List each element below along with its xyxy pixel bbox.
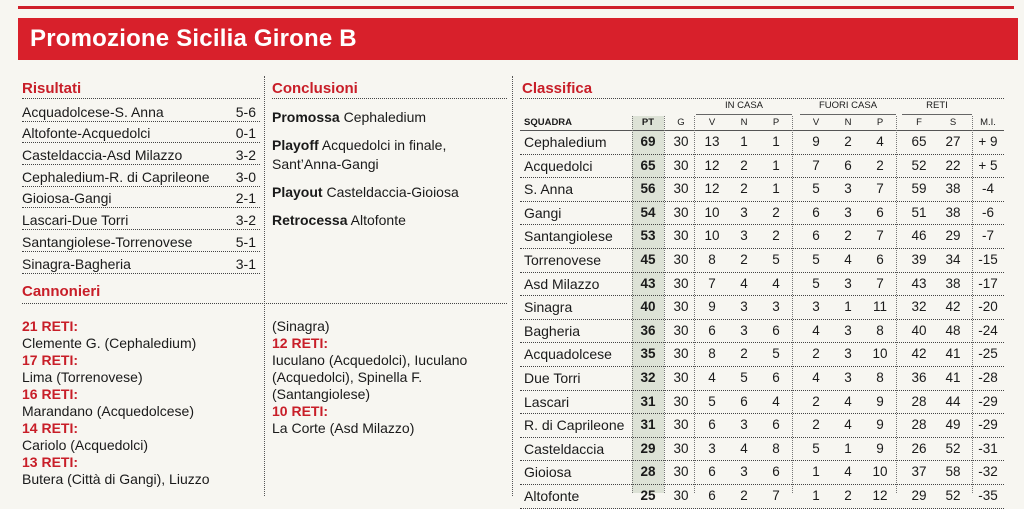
scorer-names: Lima (Torrenovese) [22,369,143,385]
result-score: 0-1 [235,125,256,142]
stat-cell: 48 [945,322,961,338]
stat-cell: 37 [911,464,927,480]
stat-cell: 6 [740,393,748,409]
stat-cell: 28 [911,417,927,433]
team-points: 31 [640,393,656,409]
column-separator [694,116,695,493]
stat-cell: 7 [876,181,884,197]
standings-header: Classifica [522,80,593,97]
standings-row [520,414,1004,438]
stat-cell: 2 [844,487,852,503]
column-divider-1 [264,76,265,496]
stat-cell: 8 [708,346,716,362]
stat-cell: 28 [911,393,927,409]
result-row [22,230,260,252]
stat-cell: 6 [844,157,852,173]
stat-cell: 4 [740,275,748,291]
stat-cell: 44 [945,393,961,409]
stat-cell: 65 [911,134,927,149]
stat-cell: 4 [812,369,820,385]
stat-cell: -29 [978,393,998,409]
result-score: 2-1 [235,190,256,207]
stat-cell: 4 [876,134,884,149]
stat-cell: 6 [708,322,716,338]
stat-cell: 9 [876,440,884,456]
team-name: S. Anna [524,181,574,198]
stat-cell: 43 [911,275,927,291]
group-away: FUORI CASA [800,100,896,115]
stat-cell: 6 [876,251,884,267]
conclusion-keyword: Playout [272,184,323,200]
stat-cell: 4 [708,369,716,385]
scorer-goals: 17 RETI: [22,352,79,368]
stat-cell: -35 [978,487,998,503]
stat-cell: 6 [708,487,716,503]
stat-cell: 30 [673,487,689,503]
scorers-list-left [22,318,262,488]
result-score: 5-6 [235,103,256,120]
stat-cell: 13 [704,134,720,149]
team-name: Lascari [524,393,570,410]
top-rule [18,6,1014,9]
team-points: 45 [640,251,656,267]
stat-cell: 52 [945,487,961,503]
stat-cell: 5 [708,393,716,409]
stat-cell: 30 [673,228,689,244]
stat-cell: 2 [844,134,852,149]
scorer-names: Butera (Città di Gangi), Liuzzo [22,471,210,487]
stat-cell: 52 [945,440,961,456]
conclusion-text: Acquedolci in finale, Sant’Anna-Gangi [272,137,447,172]
standings-row [520,343,1004,367]
stat-cell: 3 [740,299,748,315]
stat-cell: 30 [673,157,689,173]
stat-cell: -7 [981,228,994,244]
stat-cell: 2 [740,346,748,362]
team-name: Torrenovese [524,251,602,268]
stat-cell: 29 [945,228,961,244]
stat-cell: 8 [772,440,780,456]
team-name: Due Torri [524,369,581,386]
stat-cell: 4 [772,275,780,291]
stat-cell: 40 [911,322,927,338]
conclusion-item [272,211,507,230]
conclusions-rule [272,98,507,99]
stat-cell: 3 [844,346,852,362]
standings-row [520,202,1004,226]
result-row [22,143,260,165]
stat-cell: 3 [740,322,748,338]
stat-cell: 10 [872,464,888,480]
stat-cell: 30 [673,181,689,197]
stat-cell: 4 [772,393,780,409]
stat-cell: 1 [812,487,820,503]
stat-cell: 30 [673,275,689,291]
stat-cell: 42 [911,346,927,362]
stat-cell: -29 [978,417,998,433]
stat-cell: 3 [740,204,748,220]
scorer-goals: 10 RETI: [272,403,329,419]
stat-cell: 34 [945,251,961,267]
conclusion-text: Casteldaccia-Gioiosa [326,184,459,200]
standings-row [520,178,1004,202]
column-header-mi: M.I. [980,117,996,128]
result-match: Altofonte-Acquedolci [22,125,151,142]
column-header-s: S [949,117,957,128]
stat-cell: 9 [812,134,820,149]
stat-cell: -4 [981,181,994,197]
stat-cell: 7 [812,157,820,173]
stat-cell: 39 [911,251,927,267]
stat-cell: 5 [812,275,820,291]
stat-cell: 4 [740,440,748,456]
stat-cell: -25 [978,346,998,362]
stat-cell: -31 [978,440,998,456]
column-separator [792,116,793,493]
stat-cell: 3 [740,228,748,244]
stat-cell: 41 [945,369,961,385]
group-goals: RETI [902,100,972,115]
scorer-names: La Corte (Asd Milazzo) [272,420,415,436]
standings-column-headers [520,116,1004,131]
conclusion-item [272,108,507,127]
column-header-g: G [677,117,685,128]
stat-cell: 4 [844,417,852,433]
conclusion-text: Cephaledium [343,109,427,125]
result-score: 3-1 [235,255,256,272]
stat-cell: 42 [945,299,961,315]
standings-row [520,249,1004,273]
result-score: 5-1 [235,233,256,250]
stat-cell: 8 [876,369,884,385]
stat-cell: 8 [708,251,716,267]
column-separator [896,116,897,493]
team-points: 35 [640,346,656,362]
conclusion-text: Altofonte [350,212,406,228]
stat-cell: 30 [673,299,689,315]
stat-cell: 2 [812,346,820,362]
stat-cell: 7 [876,228,884,244]
stat-cell: 2 [812,417,820,433]
stat-cell: 30 [673,251,689,267]
stat-cell: 6 [772,369,780,385]
stat-cell: 4 [844,393,852,409]
result-match: Santangiolese-Torrenovese [22,233,193,250]
team-name: Gioiosa [524,464,572,481]
column-header-n: N [740,117,748,128]
result-match: Lascari-Due Torri [22,212,129,229]
scorer-continuation: (Sinagra) [272,318,330,334]
stat-cell: 1 [772,181,780,197]
column-header-f: F [916,117,922,128]
stat-cell: 30 [673,393,689,409]
stat-cell: 3 [844,275,852,291]
conclusions-list [272,108,507,239]
results-list [22,100,260,274]
stat-cell: 1 [844,440,852,456]
conclusion-keyword: Promossa [272,109,340,125]
conclusions-header: Conclusioni [272,80,358,97]
standings-row [520,391,1004,415]
team-name: Casteldaccia [524,440,605,457]
team-name: Sinagra [524,299,573,316]
stat-cell: 1 [844,299,852,315]
team-points: 25 [640,487,656,503]
standings-rows [520,131,1004,509]
column-separator [664,116,665,493]
stat-cell: 30 [673,417,689,433]
standings-row [520,273,1004,297]
team-name: Asd Milazzo [524,275,600,292]
standings-row [520,367,1004,391]
stat-cell: + 9 [978,134,998,149]
scorers-list-right [272,318,507,437]
stat-cell: 58 [945,464,961,480]
stat-cell: 5 [812,251,820,267]
stat-cell: 2 [772,228,780,244]
scorer-names: Marandano (Acquedolcese) [22,403,194,419]
conclusion-item [272,136,507,174]
stat-cell: 12 [704,181,720,197]
stat-cell: 5 [772,251,780,267]
scorer-goals: 21 RETI: [22,318,79,334]
stat-cell: 9 [708,299,716,315]
stat-cell: -6 [981,204,994,220]
standings-row [520,461,1004,485]
stat-cell: 36 [911,369,927,385]
column-header-team: SQUADRA [524,117,573,128]
group-home: IN CASA [696,100,792,115]
result-row [22,100,260,122]
stat-cell: 11 [872,299,887,315]
team-name: Altofonte [524,487,580,504]
stat-cell: 30 [673,134,689,149]
stat-cell: 9 [876,417,884,433]
stat-cell: + 5 [978,157,998,173]
standings-row [520,438,1004,462]
team-points: 65 [640,157,656,173]
stat-cell: 46 [911,228,927,244]
stat-cell: 2 [844,228,852,244]
stat-cell: 3 [844,204,852,220]
stat-cell: 6 [772,322,780,338]
result-match: Casteldaccia-Asd Milazzo [22,147,183,164]
conclusion-keyword: Retrocessa [272,212,348,228]
stat-cell: 3 [740,417,748,433]
stat-cell: 41 [945,346,961,362]
team-points: 53 [640,228,656,244]
stat-cell: -15 [978,251,998,267]
stat-cell: -20 [978,299,998,315]
stat-cell: 38 [945,275,961,291]
stat-cell: 30 [673,322,689,338]
standings-row [520,296,1004,320]
stat-cell: 5 [812,440,820,456]
standings-row [520,155,1004,179]
stat-cell: 6 [812,228,820,244]
standings-row [520,131,1004,155]
stat-cell: 2 [812,393,820,409]
stat-cell: 29 [911,487,927,503]
column-separator [972,116,973,493]
standings-row [520,320,1004,344]
stat-cell: 1 [740,134,748,149]
scorers-header: Cannonieri [22,283,101,300]
stat-cell: 59 [911,181,927,197]
scorer-names: Clemente G. (Cephaledium) [22,335,197,351]
stat-cell: 3 [812,299,820,315]
stat-cell: 5 [812,181,820,197]
stat-cell: -24 [978,322,998,338]
scorer-goals: 13 RETI: [22,454,79,470]
team-name: Bagheria [524,322,581,339]
stat-cell: 49 [945,417,961,433]
stat-cell: 3 [740,464,748,480]
result-match: Gioiosa-Gangi [22,190,112,207]
column-header-v: V [708,117,716,128]
stat-cell: 7 [708,275,716,291]
column-header-pt: PT [641,117,655,128]
stat-cell: 7 [772,487,780,503]
stat-cell: 51 [911,204,927,220]
stat-cell: 8 [876,322,884,338]
team-points: 40 [640,299,656,315]
stat-cell: 3 [844,369,852,385]
scorer-names: Cariolo (Acquedolci) [22,437,149,453]
column-header-v: V [812,117,820,128]
stat-cell: 2 [876,157,884,173]
stat-cell: 1 [812,464,820,480]
stat-cell: 2 [740,157,748,173]
stat-cell: -32 [978,464,998,480]
result-row [22,252,260,274]
stat-cell: 27 [945,134,961,149]
stat-cell: 30 [673,204,689,220]
team-name: R. di Caprileone [524,417,625,434]
stat-cell: 5 [740,369,748,385]
stat-cell: 5 [772,346,780,362]
scorer-goals: 12 RETI: [272,335,329,351]
stat-cell: -17 [978,275,998,291]
team-points: 36 [640,322,656,338]
conclusion-keyword: Playoff [272,137,319,153]
stat-cell: 6 [772,417,780,433]
stat-cell: 3 [708,440,716,456]
stat-cell: 6 [876,204,884,220]
team-name: Acquadolcese [524,346,612,363]
results-header: Risultati [22,80,82,97]
scorers-rule [22,303,507,304]
column-divider-2 [512,76,513,496]
stat-cell: 6 [708,464,716,480]
stat-cell: 38 [945,181,961,197]
stat-cell: 38 [945,204,961,220]
stat-cell: 26 [911,440,927,456]
stat-cell: 6 [708,417,716,433]
result-match: Sinagra-Bagheria [22,255,131,272]
stat-cell: 52 [911,157,927,173]
stat-cell: 30 [673,369,689,385]
team-points: 69 [640,134,656,149]
team-points: 29 [640,440,656,456]
result-row [22,122,260,144]
stat-cell: 3 [772,299,780,315]
result-row [22,208,260,230]
result-score: 3-2 [235,212,256,229]
stat-cell: 6 [812,204,820,220]
stat-cell: 10 [704,204,720,220]
stat-cell: 3 [844,181,852,197]
column-separator [632,116,633,493]
stat-cell: 30 [673,346,689,362]
stat-cell: 32 [911,299,927,315]
scorer-goals: 14 RETI: [22,420,79,436]
stat-cell: 2 [740,181,748,197]
team-points: 28 [640,464,656,480]
team-points: 43 [640,275,656,291]
scorer-goals: 16 RETI: [22,386,79,402]
stat-cell: -28 [978,369,998,385]
stat-cell: 10 [704,228,720,244]
standings-row [520,485,1004,509]
team-name: Acquedolci [524,157,593,174]
stat-cell: 1 [772,134,780,149]
stat-cell: 10 [872,346,888,362]
standings-row [520,225,1004,249]
stat-cell: 2 [740,487,748,503]
team-name: Cephaledium [524,134,607,150]
column-header-p: P [772,117,780,128]
stat-cell: 4 [844,251,852,267]
team-name: Santangiolese [524,228,613,245]
scorer-names: Iuculano (Acquedolci), Iuculano (Acquedolci), Spinella F. (Santangiolese) [272,352,468,402]
result-row [22,187,260,209]
stat-cell: 3 [844,322,852,338]
team-name: Gangi [524,204,562,221]
column-header-n: N [844,117,852,128]
team-points: 56 [640,181,656,197]
result-score: 3-2 [235,147,256,164]
stat-cell: 12 [704,157,720,173]
stat-cell: 1 [772,157,780,173]
stat-cell: 12 [872,487,888,503]
stat-cell: 7 [876,275,884,291]
results-rule [22,98,260,99]
page-title: Promozione Sicilia Girone B [18,18,1018,60]
stat-cell: 4 [812,322,820,338]
conclusion-item [272,183,507,202]
result-match: Cephaledium-R. di Caprileone [22,168,210,185]
result-match: Acquadolcese-S. Anna [22,103,164,120]
stat-cell: 6 [772,464,780,480]
standings-rule [520,98,1004,99]
result-score: 3-0 [235,168,256,185]
stat-cell: 30 [673,464,689,480]
stat-cell: 9 [876,393,884,409]
team-points: 31 [640,417,656,433]
stat-cell: 22 [945,157,961,173]
stat-cell: 2 [740,251,748,267]
column-header-p: P [876,117,884,128]
stat-cell: 4 [844,464,852,480]
stat-cell: 2 [772,204,780,220]
stat-cell: 30 [673,440,689,456]
result-row [22,165,260,187]
team-points: 54 [640,204,656,220]
team-points: 32 [640,369,656,385]
